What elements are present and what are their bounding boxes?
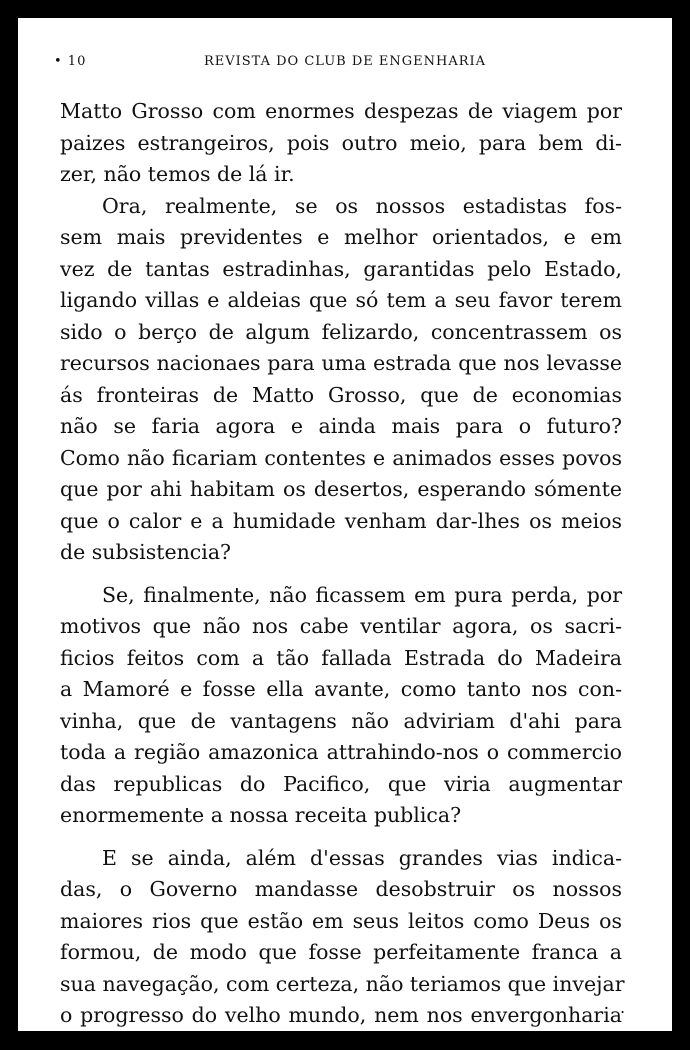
- page-mark: .: [620, 998, 626, 1017]
- text-line: maiores rios que estão em seus leitos como Deus os: [60, 908, 622, 933]
- text-line: não se faria agora e ainda mais para o futuro?: [60, 414, 622, 438]
- text-line: paizes estrangeiros, pois outro meio, para bem di-: [60, 130, 622, 155]
- text-line: ás fronteiras de Matto Grosso, que de economias: [60, 382, 622, 407]
- text-line: sua navegação, com certeza, não teriamos que invejar: [60, 971, 625, 996]
- text-line: que o calor e a humidade venham dar-lhes os meios: [60, 508, 622, 533]
- paragraph: [60, 191, 622, 569]
- text-line: sido o berço de algum felizardo, concentrassem os: [60, 319, 622, 344]
- journal-title: REVISTA DO CLUB DE ENGENHARIA: [203, 54, 487, 69]
- text-line: Ora, realmente, se os nossos estadistas fos-: [102, 193, 622, 218]
- text-line: sem mais previdentes e melhor orientados, e em: [60, 225, 622, 249]
- text-line: formou, de modo que fosse perfeitamente franca a: [60, 940, 622, 964]
- paragraph: [60, 580, 622, 832]
- text-line: vinha, que de vantagens não adviriam d'ahi para: [60, 708, 622, 733]
- paragraph: [60, 96, 622, 191]
- text-line: E se ainda, além d'essas grandes vias indica-: [102, 845, 622, 870]
- text-line: ligando villas e aldeias que só tem a seu favor terem: [60, 288, 622, 312]
- text-line: ficios feitos com a tão fallada Estrada do Madeira: [60, 645, 622, 670]
- running-header: [18, 54, 672, 74]
- text-line: motivos que não nos cabe ventilar agora, os sacri-: [60, 614, 622, 638]
- text-line: zer, não temos de lá ir.: [60, 162, 295, 186]
- text-line: a Mamoré e fosse ella avante, como tanto nos con-: [60, 677, 622, 701]
- paragraph: [60, 843, 625, 1032]
- text-line: das republicas do Pacifico, que viria augmentar: [60, 771, 622, 796]
- text-line: vez de tantas estradinhas, garantidas pelo Estado,: [60, 256, 622, 281]
- text-line: Como não ficariam contentes e animados esses povos: [60, 445, 622, 470]
- paragraph-spacer: [60, 832, 622, 843]
- text-line: das, o Governo mandasse desobstruir os nossos: [60, 877, 622, 901]
- text-line: Matto Grosso com enormes despezas de viagem por: [60, 99, 622, 123]
- paragraph-spacer: [60, 569, 622, 580]
- text-line: toda a região amazonica attrahindo-nos o commercio: [60, 740, 622, 764]
- text-line: que por ahi habitam os desertos, esperando sómente: [60, 477, 622, 501]
- text-line: o progresso do velho mundo, nem nos envergonharia: [60, 1003, 622, 1027]
- text-line: enormemente a nossa receita publica?: [60, 803, 462, 827]
- text-line: Se, finalmente, não ficassem em pura perda, por: [102, 582, 622, 607]
- page-number: • 10: [54, 54, 87, 69]
- text-line: de subsistencia?: [60, 540, 232, 564]
- text-line: recursos nacionaes para uma estrada que nos levasse: [60, 351, 622, 375]
- document-page: [18, 18, 672, 1031]
- article-body: [60, 96, 625, 1031]
